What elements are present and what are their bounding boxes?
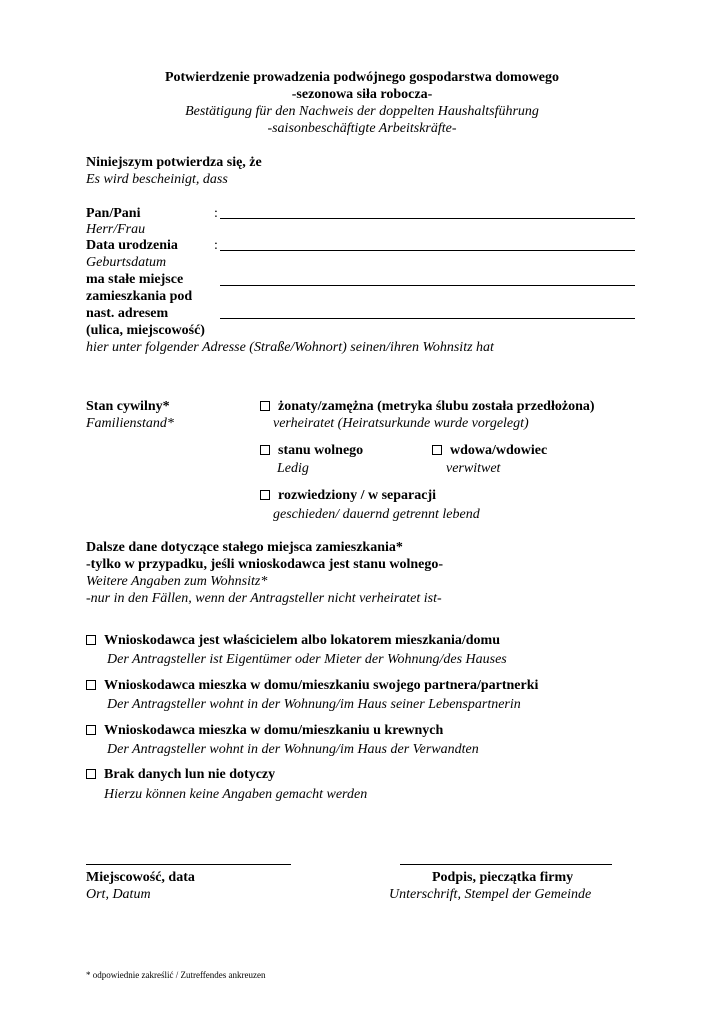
address-label-pl-1: ma stałe miejsce [86,272,184,287]
civil-status-label-pl: Stan cywilny* [86,399,170,414]
checkbox-widowed[interactable] [432,445,442,455]
married-label-pl: żonaty/zamężna (metryka ślubu została przedłożona) [278,399,595,414]
checkbox-married[interactable] [260,401,270,411]
place-date-label-pl: Miejscowość, data [86,870,195,885]
residence-heading-pl-2: -tylko w przypadku, jeśli wnioskodawca jest stanu wolnego- [86,557,444,572]
birth-label-pl: Data urodzenia [86,238,178,253]
subtitle-de: -saisonbeschäftigte Arbeitskräfte- [267,121,457,136]
birth-colon: : [214,238,218,253]
birth-label-de: Geburtsdatum [86,255,167,270]
address-label-pl-3: nast. adresem [86,306,169,321]
none-label-pl: Brak danych lun nie dotyczy [104,767,276,782]
residence-option-partner[interactable] [86,678,538,694]
signature-field[interactable] [400,864,612,865]
subtitle-pl: -sezonowa siła robocza- [291,87,433,102]
owner-label-de: Der Antragsteller ist Eigentümer oder Mieter der Wohnung/des Hauses [107,652,507,667]
name-colon: : [214,206,218,221]
divorced-label-pl: rozwiedziony / w separacji [278,488,436,503]
intro-pl: Niniejszym potwierdza się, że [86,155,262,170]
single-label-pl: stanu wolnego [278,443,364,458]
place-date-field[interactable] [86,864,291,865]
name-label-de: Herr/Frau [86,222,146,237]
widowed-label-pl: wdowa/wdowiec [450,443,548,458]
address-label-pl-2: zamieszkania pod [86,289,193,304]
name-field[interactable] [220,218,635,219]
owner-label-pl: Wnioskodawca jest właścicielem albo lokatorem mieszkania/domu [104,633,501,648]
checkbox-none[interactable] [86,769,96,779]
civil-option-married[interactable] [260,399,595,415]
residence-option-owner[interactable] [86,633,500,649]
intro-de: Es wird bescheinigt, dass [86,172,228,187]
place-date-label-de: Ort, Datum [86,887,151,902]
checkbox-relatives[interactable] [86,725,96,735]
birth-date-field[interactable] [220,250,635,251]
divorced-label-de: geschieden/ dauernd getrennt lebend [273,507,480,522]
address-field-1[interactable] [220,285,635,286]
single-label-de: Ledig [277,461,309,476]
title-de: Bestätigung für den Nachweis der doppelten Haushaltsführung [185,104,539,119]
civil-option-single[interactable] [260,443,363,459]
residence-heading-pl-1: Dalsze dane dotyczące stałego miejsca zamieszkania* [86,540,403,555]
address-label-de: hier unter folgender Adresse (Straße/Wohnort) seinen/ihren Wohnsitz hat [86,340,494,355]
checkbox-divorced[interactable] [260,490,270,500]
residence-heading-de-2: -nur in den Fällen, wenn der Antragsteller nicht verheiratet ist- [86,591,442,606]
widowed-label-de: verwitwet [446,461,501,476]
relatives-label-pl: Wnioskodawca mieszka w domu/mieszkaniu u krewnych [104,723,444,738]
checkbox-partner[interactable] [86,680,96,690]
relatives-label-de: Der Antragsteller wohnt in der Wohnung/im Haus der Verwandten [107,742,479,757]
residence-option-relatives[interactable] [86,723,443,739]
civil-option-divorced[interactable] [260,488,436,504]
address-label-pl-4: (ulica, miejscowość) [86,323,205,338]
address-field-2[interactable] [220,318,635,319]
civil-status-label-de: Familienstand* [86,416,174,431]
partner-label-pl: Wnioskodawca mieszka w domu/mieszkaniu swojego partnera/partnerki [104,678,539,693]
partner-label-de: Der Antragsteller wohnt in der Wohnung/im Haus seiner Lebenspartnerin [107,697,521,712]
residence-option-none[interactable] [86,767,275,783]
footnote: * odpowiednie zakreślić / Zutreffendes ankreuzen [86,970,266,980]
title-pl: Potwierdzenie prowadzenia podwójnego gospodarstwa domowego [164,70,560,85]
married-label-de: verheiratet (Heiratsurkunde wurde vorgelegt) [273,416,529,431]
stamp-label-de: Unterschrift, Stempel der Gemeinde [389,887,592,902]
checkbox-owner[interactable] [86,635,96,645]
checkbox-single[interactable] [260,445,270,455]
none-label-de: Hierzu können keine Angaben gemacht werden [104,787,368,802]
residence-heading-de-1: Weitere Angaben zum Wohnsitz* [86,574,268,589]
stamp-label-pl: Podpis, pieczątka firmy [432,870,574,885]
civil-option-widowed[interactable] [432,443,547,459]
name-label-pl: Pan/Pani [86,206,141,221]
